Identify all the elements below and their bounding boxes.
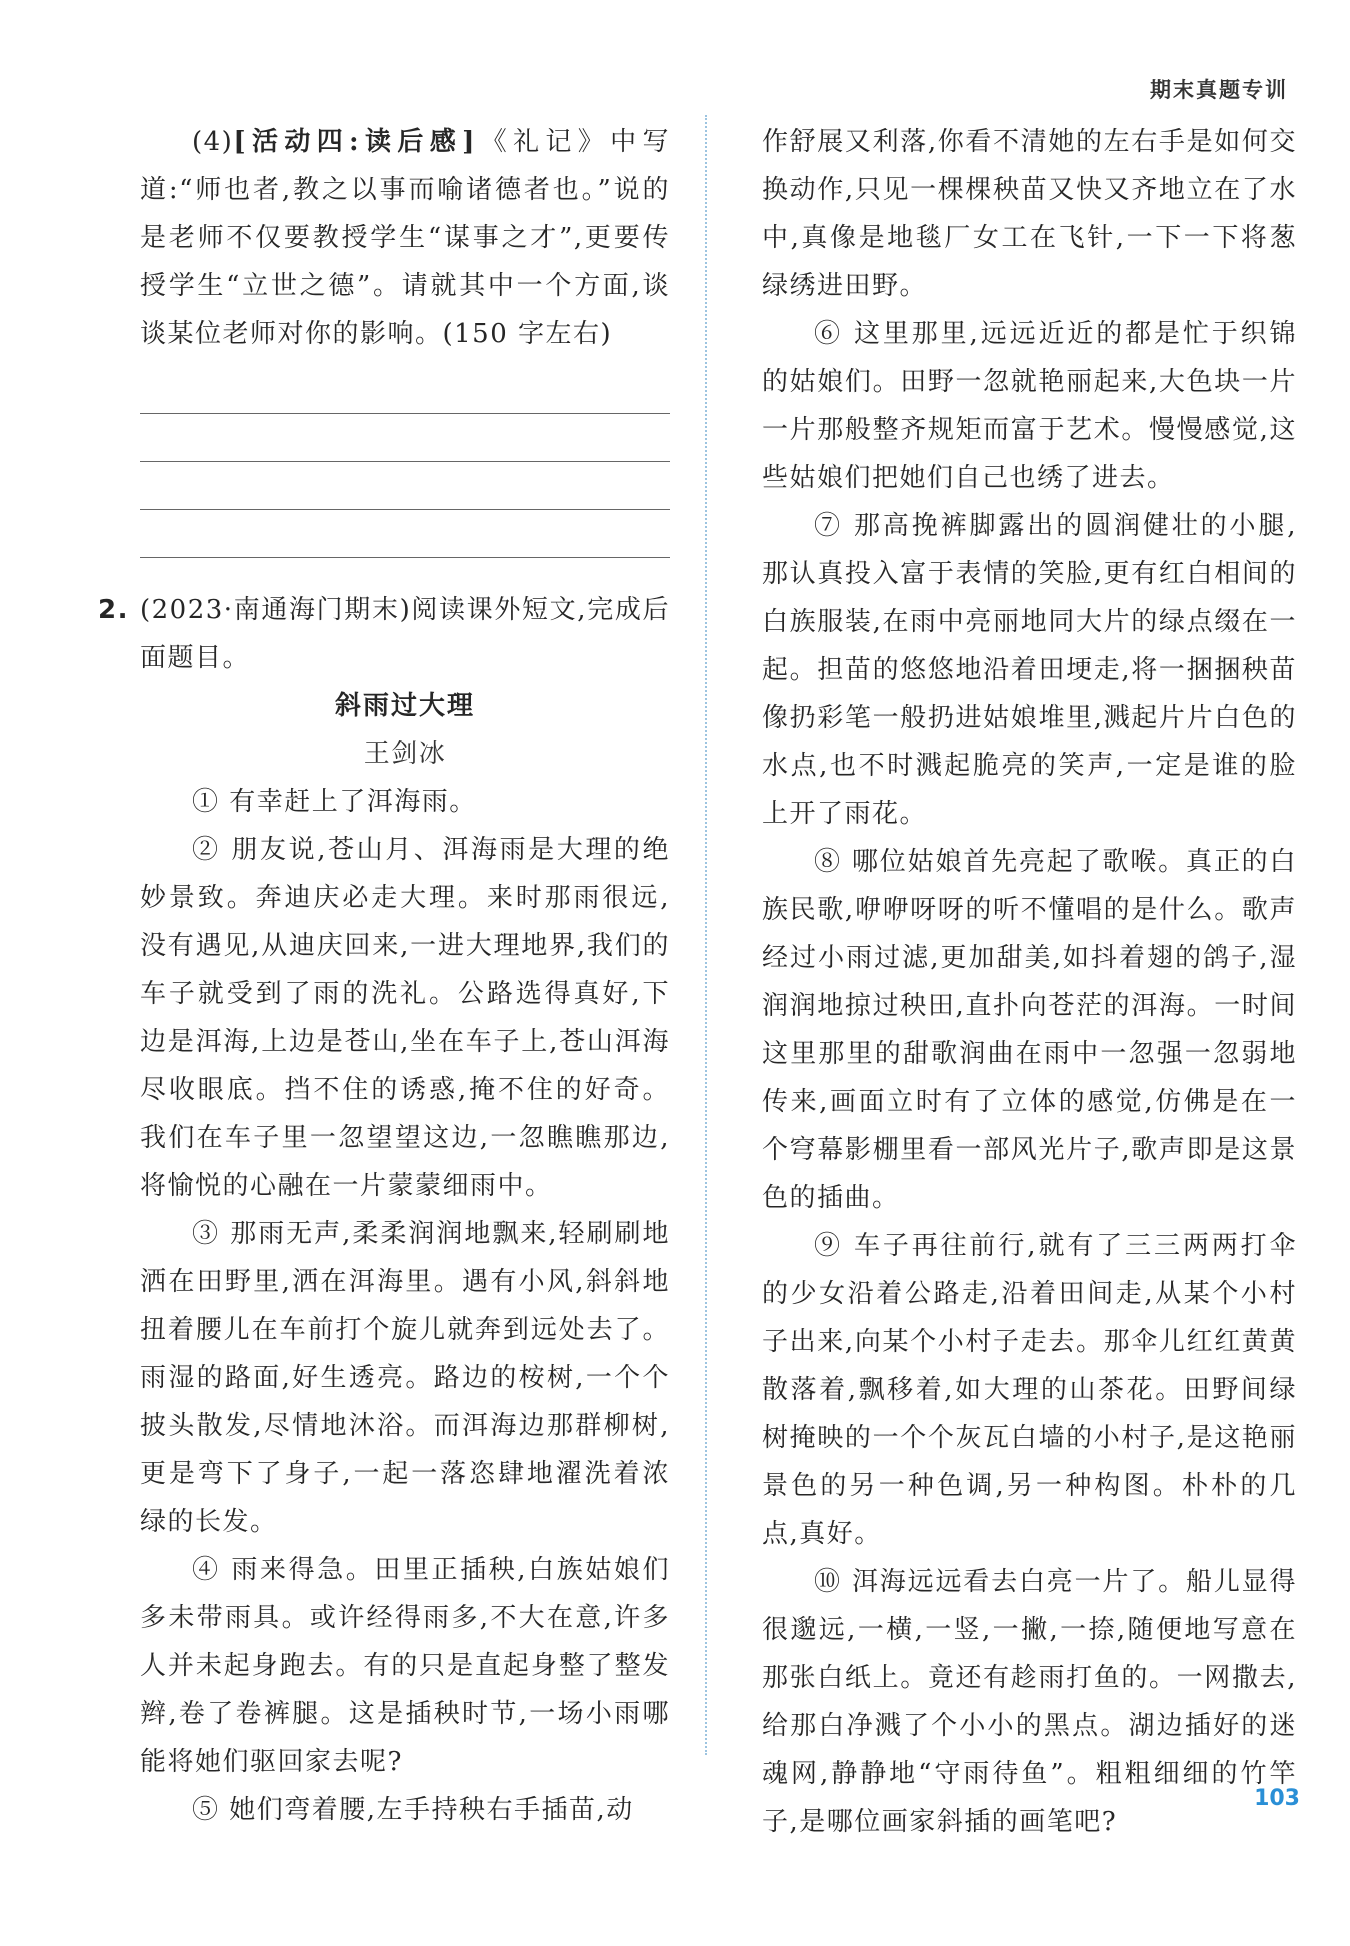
paragraph-6: ⑥ 这里那里,远远近近的都是忙于织锦的姑娘们。田野一忽就艳丽起来,大色块一片一片那般整齐规矩而富于艺术。慢慢感觉,这些姑娘们把她们自己也绣了进去。 [762,319,1297,493]
question-2-number: 2. [98,595,129,625]
answer-line[interactable] [140,510,670,558]
question-2-intro: (2023·南通海门期末)阅读课外短文,完成后面题目。 [140,595,670,673]
page-number: 103 [1254,1786,1300,1811]
paragraph-5-end: 作舒展又利落,你看不清她的左右手是如何交换动作,只见一棵棵秧苗又快又齐地立在了水中,真像是地毯厂女工在飞针,一下一下将葱绿绣进田野。 [762,127,1297,301]
running-title: 期末真题专训 [1150,78,1288,102]
left-column [98,118,670,1834]
question-4-label: (4) [192,127,234,157]
answer-line[interactable] [140,462,670,510]
paragraph-4: ④ 雨来得急。田里正插秧,白族姑娘们多未带雨具。或许经得雨多,不大在意,许多人并未起身跑去。有的只是直起身整了整发辫,卷了卷裤腿。这是插秧时节,一场小雨哪能将她们驱回家去呢? [140,1555,670,1777]
paragraph-1: ① 有幸赶上了洱海雨。 [192,787,477,817]
paragraph-3: ③ 那雨无声,柔柔润润地飘来,轻刷刷地洒在田野里,洒在洱海里。遇有小风,斜斜地扭着腰儿在车前打个旋儿就奔到远处去了。雨湿的路面,好生透亮。路边的桉树,一个个披头散发,尽情地沐浴。而洱海边那群柳树,更是弯下了身子,一起一落恣肆地濯洗着浓绿的长发。 [140,1219,670,1537]
activity-label: [活动四:读后感] [233,127,476,157]
paragraph-2: ② 朋友说,苍山月、洱海雨是大理的绝妙景致。奔迪庆必走大理。来时那雨很远,没有遇见,从迪庆回来,一进大理地界,我们的车子就受到了雨的洗礼。公路选得真好,下边是洱海,上边是苍山,坐在车子上,苍山洱海尽收眼底。挡不住的诱惑,掩不住的好奇。我们在车子里一忽望望这边,一忽瞧瞧那边,将愉悦的心融在一片蒙蒙细雨中。 [140,835,670,1201]
paragraph-5-start: ⑤ 她们弯着腰,左手持秧右手插苗,动 [192,1795,634,1825]
question-2 [98,586,670,682]
paragraph-9: ⑨ 车子再往前行,就有了三三两两打伞的少女沿着公路走,沿着田间走,从某个小村子出来,向某个小村子走去。那伞儿红红黄黄散落着,飘移着,如大理的山茶花。田野间绿树掩映的一个个灰瓦白墙的小村子,是这艳丽景色的另一种色调,另一种构图。朴朴的几点,真好。 [762,1231,1297,1549]
answer-line[interactable] [140,366,670,414]
article-title: 斜雨过大理 [334,691,475,721]
answer-line[interactable] [140,414,670,462]
right-column [762,118,1297,1846]
column-divider [705,115,707,1755]
paragraph-10: ⑩ 洱海远远看去白亮一片了。船儿显得很邈远,一横,一竖,一撇,一捺,随便地写意在那张白纸上。竟还有趁雨打鱼的。一网撒去,给那白净溅了个小小的黑点。湖边插好的迷魂网,静静地“守雨待鱼”。粗粗细细的竹竿子,是哪位画家斜插的画笔吧? [762,1567,1297,1837]
paragraph-7: ⑦ 那高挽裤脚露出的圆润健壮的小腿,那认真投入富于表情的笑脸,更有红白相间的白族服装,在雨中亮丽地同大片的绿点缀在一起。担苗的悠悠地沿着田埂走,将一捆捆秧苗像扔彩笔一般扔进姑娘堆里,溅起片片白色的水点,也不时溅起脆亮的笑声,一定是谁的脸上开了雨花。 [762,511,1297,829]
paragraph-8: ⑧ 哪位姑娘首先亮起了歌喉。真正的白族民歌,咿咿呀呀的听不懂唱的是什么。歌声经过小雨过滤,更加甜美,如抖着翅的鸽子,湿润润地掠过秧田,直扑向苍茫的洱海。一时间这里那里的甜歌润曲在雨中一忽强一忽弱地传来,画面立时有了立体的感觉,仿佛是在一个穹幕影棚里看一部风光片子,歌声即是这景色的插曲。 [762,847,1297,1213]
answer-lines [140,366,670,558]
question-4 [140,118,670,358]
article-author: 王剑冰 [363,739,447,769]
question-4-text: 《礼记》中写道:“师也者,教之以事而喻诸德者也。”说的是老师不仅要教授学生“谋事之才”,更要传授学生“立世之德”。请就其中一个方面,谈谈某位老师对你的影响。(150 字左右) [140,127,670,349]
